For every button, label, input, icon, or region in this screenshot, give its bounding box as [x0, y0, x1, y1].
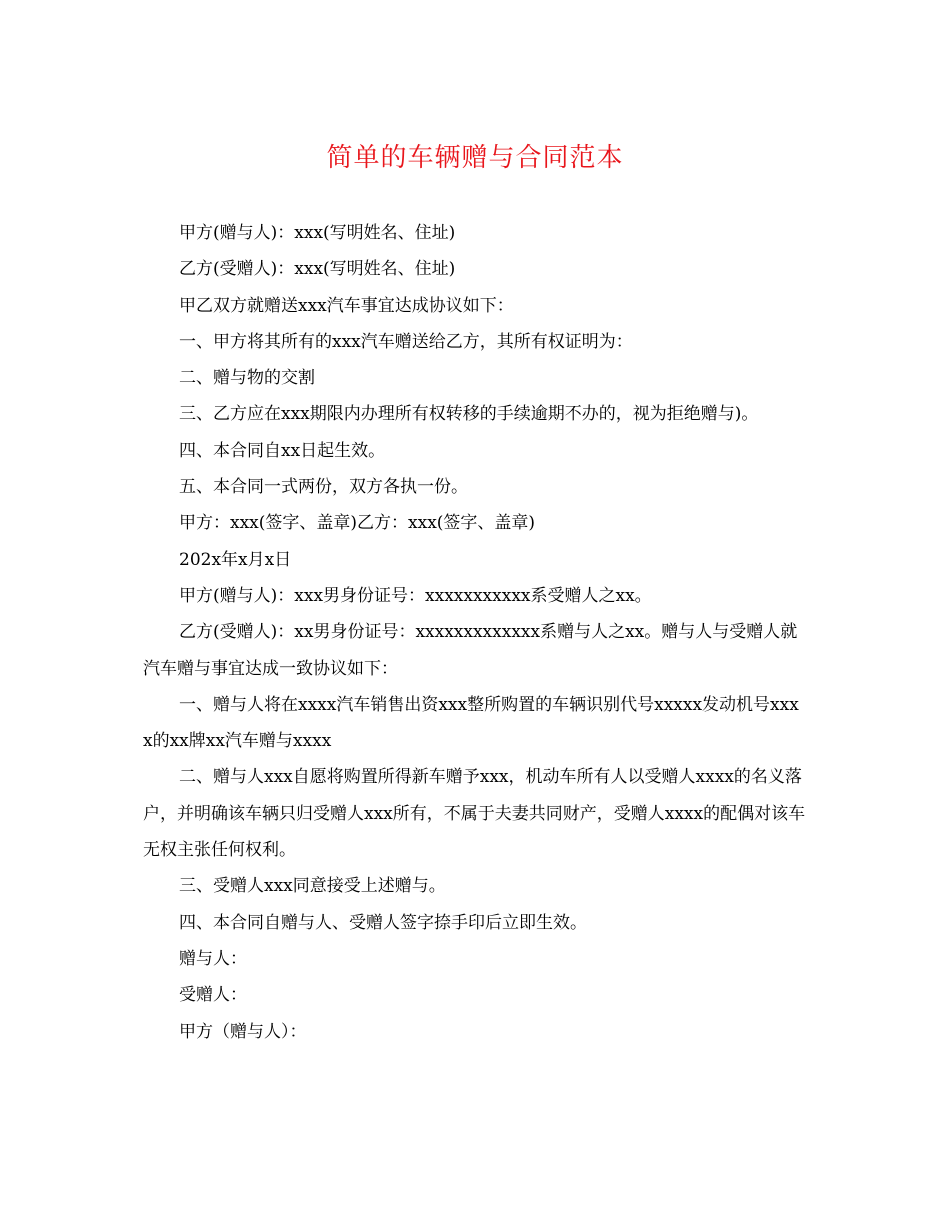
paragraph: 乙方(受赠人)：xxx(写明姓名、住址): [179, 259, 456, 280]
paragraph: 二、赠与人xxx自愿将购置所得新车赠予xxx，机动车所有人以受赠人xxxx的名义落户，并明确该车辆只归受赠人xxx所有，不属于夫妻共同财产，受赠人xxxx的配偶对该车无权主张任何权利。: [143, 767, 806, 861]
paragraph: 甲乙双方就赠送xxx汽车事宜达成协议如下：: [179, 295, 514, 316]
paragraph: 甲方：xxx(签字、盖章)乙方：xxx(签字、盖章): [179, 513, 536, 534]
document-title: 简单的车辆赠与合同范本: [326, 143, 624, 173]
paragraph: 甲方(赠与人)：xxx男身份证号：xxxxxxxxxxx系受赠人之xx。: [179, 585, 652, 606]
paragraph: 一、赠与人将在xxxx汽车销售出资xxx整所购置的车辆识别代号xxxxx发动机号xxxx的xx牌xx汽车赠与xxxx: [143, 694, 799, 752]
paragraph: 乙方(受赠人)：xx男身份证号：xxxxxxxxxxxxx系赠与人之xx。赠与人与受赠人就汽车赠与事宜达成一致协议如下：: [143, 622, 798, 679]
paragraph: 三、乙方应在xxx期限内办理所有权转移的手续逾期不办的，视为拒绝赠与)。: [179, 404, 759, 425]
paragraph: 二、赠与物的交割: [179, 368, 315, 389]
paragraph: 受赠人：: [179, 985, 247, 1006]
paragraph: 甲方（赠与人）：: [179, 1021, 307, 1042]
document-body: [143, 215, 808, 1050]
paragraph: 四、本合同自xx日起生效。: [179, 440, 386, 461]
paragraph: 赠与人：: [179, 948, 247, 969]
paragraph: 202x年x月x日: [179, 549, 292, 570]
paragraph: 五、本合同一式两份，双方各执一份。: [179, 477, 468, 498]
paragraph: 甲方(赠与人)：xxx(写明姓名、住址): [179, 223, 456, 243]
paragraph: 四、本合同自赠与人、受赠人签字捺手印后立即生效。: [179, 912, 587, 933]
paragraph: 三、受赠人xxx同意接受上述赠与。: [179, 876, 446, 897]
paragraph: 一、甲方将其所有的xxx汽车赠送给乙方，其所有权证明为：: [179, 331, 633, 352]
